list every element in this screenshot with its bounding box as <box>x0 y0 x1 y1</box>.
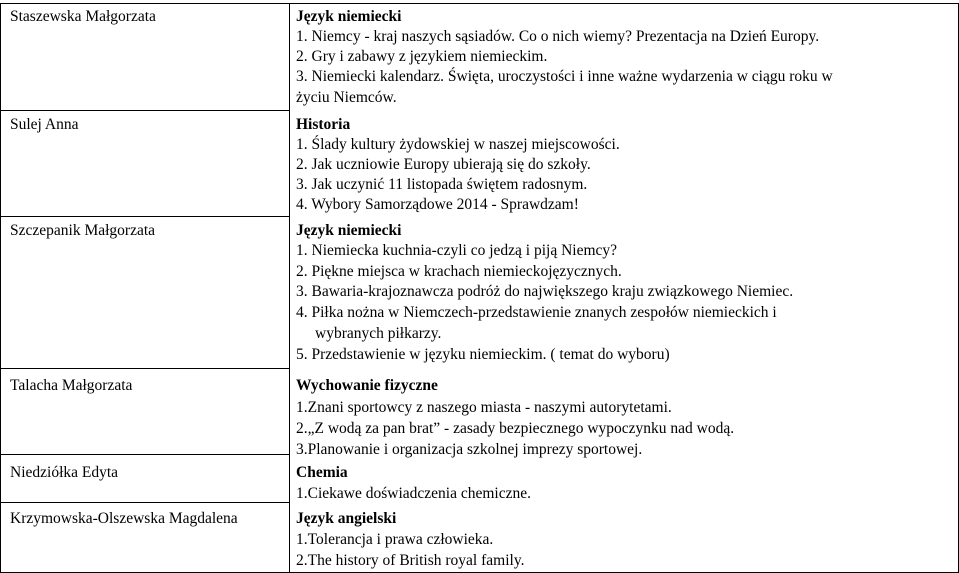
subject-heading: Język niemiecki <box>296 222 402 239</box>
topic-item-continuation: wybranych piłkarzy. <box>315 325 442 342</box>
row-divider <box>0 368 289 369</box>
subject-heading: Chemia <box>296 464 348 481</box>
topic-item: 2.„Z wodą za pan brat” - zasady bezpiecznego wypoczynku nad wodą. <box>296 420 735 437</box>
topic-item: 5. Przedstawienie w języku niemieckim. ( temat do wyboru) <box>296 346 670 363</box>
topic-item: 1.Ciekawe doświadczenia chemiczne. <box>296 485 531 502</box>
topic-item: 2. Gry i zabawy z językiem niemieckim. <box>296 48 548 65</box>
topic-item: 1. Niemiecka kuchnia-czyli co jedzą i piją Niemcy? <box>296 242 618 259</box>
subject-heading: Historia <box>296 116 351 133</box>
teacher-name: Talacha Małgorzata <box>10 377 133 394</box>
topic-item: 4. Wybory Samorządowe 2014 - Sprawdzam! <box>296 196 579 213</box>
teacher-name: Sulej Anna <box>10 116 79 133</box>
topic-item: 2. Piękne miejsca w krachach niemieckojęzycznych. <box>296 263 622 280</box>
topic-item: 4. Piłka nożna w Niemczech-przedstawienie znanych zespołów niemieckich i <box>296 304 777 321</box>
topic-item-continuation: życiu Niemców. <box>296 89 397 106</box>
topic-item: 2. Jak uczniowie Europy ubierają się do szkoły. <box>296 156 591 173</box>
topic-item: 1. Ślady kultury żydowskiej w naszej miejscowości. <box>296 136 620 153</box>
teacher-name: Krzymowska-Olszewska Magdalena <box>10 510 238 527</box>
column-divider <box>289 3 290 573</box>
teacher-name: Staszewska Małgorzata <box>10 8 156 25</box>
topic-item: 3.Planowanie i organizacja szkolnej imprezy sportowej. <box>296 441 643 458</box>
topic-item: 3. Jak uczynić 11 listopada świętem radosnym. <box>296 176 588 193</box>
topic-item: 1. Niemcy - kraj naszych sąsiadów. Co o nich wiemy? Prezentacja na Dzień Europy. <box>296 28 820 45</box>
row-divider <box>0 110 289 111</box>
topic-item: 3. Bawaria-krajoznawcza podróż do największego kraju związkowego Niemiec. <box>296 283 794 300</box>
row-divider <box>0 216 289 217</box>
topic-item: 1.Tolerancja i prawa człowieka. <box>296 531 494 548</box>
row-divider <box>0 502 289 503</box>
teacher-name: Szczepanik Małgorzata <box>10 222 156 239</box>
topic-item: 3. Niemiecki kalendarz. Święta, uroczystości i inne ważne wydarzenia w ciągu roku w <box>296 68 833 85</box>
topic-item: 1.Znani sportowcy z naszego miasta - naszymi autorytetami. <box>296 399 672 416</box>
table-border-left <box>0 3 1 573</box>
subject-heading: Język angielski <box>296 510 397 527</box>
table-border-top <box>0 3 959 4</box>
subject-heading: Język niemiecki <box>296 8 402 25</box>
topic-item: 2.The history of British royal family. <box>296 552 525 569</box>
subject-heading: Wychowanie fizyczne <box>296 377 438 394</box>
row-divider <box>0 454 289 455</box>
teacher-name: Niedziółka Edyta <box>10 464 119 481</box>
